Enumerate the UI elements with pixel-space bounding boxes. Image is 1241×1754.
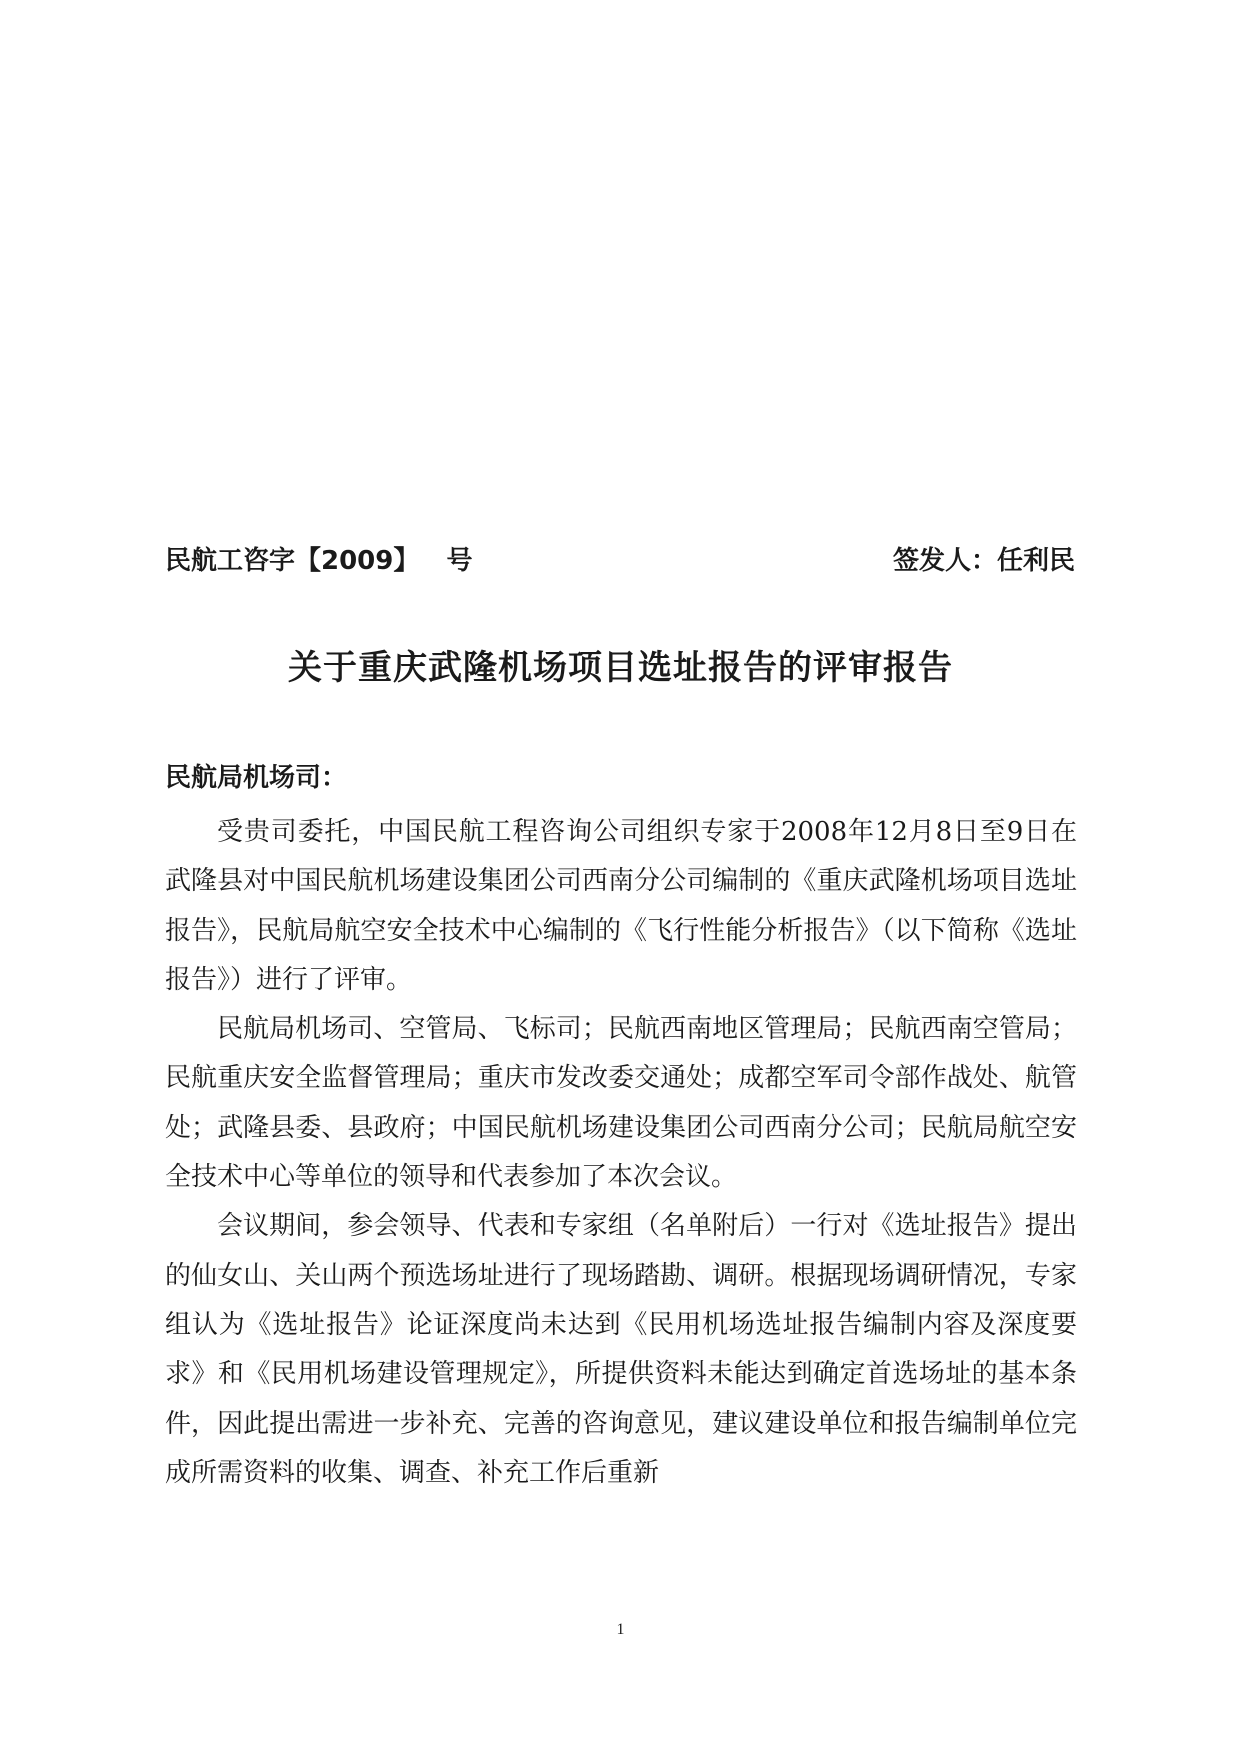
body-paragraph: 受贵司委托，中国民航工程咨询公司组织专家于2008年12月8日至9日在武隆县对中国民航机场建设集团公司西南分公司编制的《重庆武隆机场项目选址报告》，民航局航空安全技术中心编制的《飞行性能分析报告》（以下简称《选址报告》）进行了评审。: [165, 817, 1077, 995]
document-header: [165, 540, 1075, 586]
document-title: 关于重庆武隆机场项目选址报告的评审报告: [288, 648, 953, 688]
recipient: 民航局机场司：: [165, 763, 348, 793]
signer: 签发人：任利民: [892, 546, 1075, 576]
body-paragraph: 民航局机场司、空管局、飞标司；民航西南地区管理局；民航西南空管局；民航重庆安全监督管理局；重庆市发改委交通处；成都空军司令部作战处、航管处；武隆县委、县政府；中国民航机场建设集团公司西南分公司；民航局航空安全技术中心等单位的领导和代表参加了本次会议。: [165, 1014, 1077, 1193]
body-paragraph: 会议期间，参会领导、代表和专家组（名单附后）一行对《选址报告》提出的仙女山、关山两个预选场址进行了现场踏勘、调研。根据现场调研情况，专家组认为《选址报告》论证深度尚未达到《民用机场选址报告编制内容及深度要求》和《民用机场建设管理规定》，所提供资料未能达到确定首选场址的基本条件，因此提出需进一步补充、完善的咨询意见，建议建设单位和报告编制单位完成所需资料的收集、调查、补充工作后重新: [165, 1211, 1077, 1488]
document-number: 民航工咨字【2009】 号: [165, 546, 473, 576]
page-number: 1: [616, 1621, 625, 1638]
document-body: [165, 808, 1077, 1498]
